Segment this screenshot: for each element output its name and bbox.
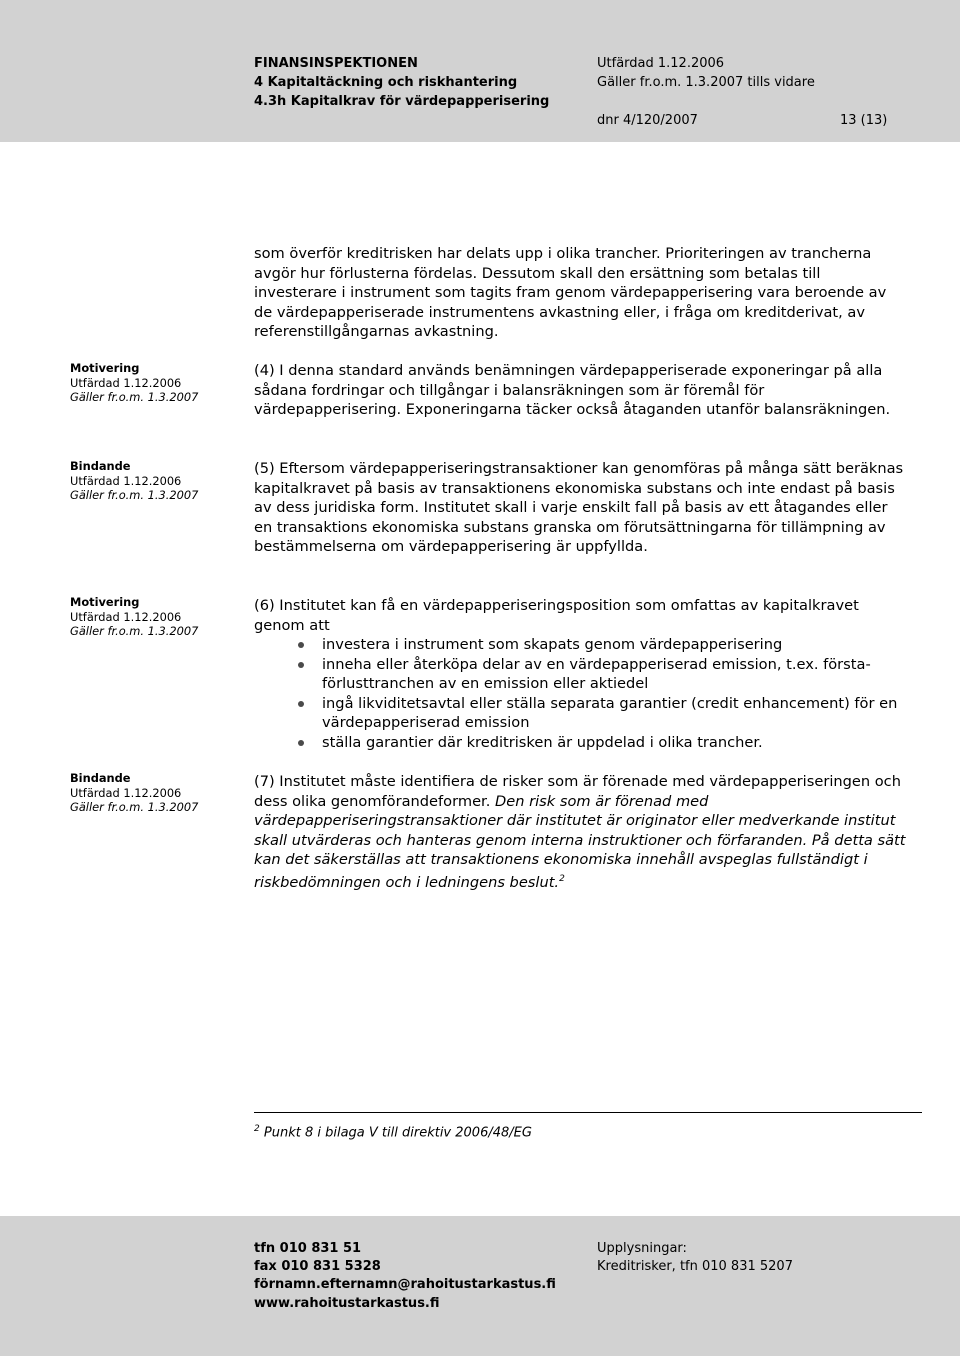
margin-note-valid: Gäller fr.o.m. 1.3.2007 bbox=[70, 800, 199, 814]
header-valid: Gäller fr.o.m. 1.3.2007 tills vidare bbox=[597, 75, 815, 90]
margin-note-motivering bbox=[70, 595, 210, 639]
margin-note-motivering bbox=[70, 361, 210, 405]
footer-email[interactable]: förnamn.efternamn@rahoitustarkastus.fi bbox=[254, 1277, 556, 1292]
list-item: ingå likviditetsavtal eller ställa separata garantier (credit enhancement) för en värdepapperiserad emission bbox=[254, 694, 906, 733]
footnote-text: Punkt 8 i bilaga V till direktiv 2006/48/EG bbox=[263, 1125, 532, 1141]
intro-paragraph: som överför kreditrisken har delats upp i olika trancher. Prioriteringen av trancherna avgör hur förlusterna fördelas. Dessutom skall den ersättning som betalas till investerare i instrument som tagits fram genom värdepapperisering vara beroende av de värdepapperiserade instrumentens avkastning eller, i fråga om kreditderivat, av referenstillgångarnas avkastning. bbox=[254, 245, 887, 340]
bullet-icon bbox=[298, 701, 304, 707]
list-item: inneha eller återköpa delar av en värdepapperiserad emission, t.ex. första-förlusttranchen av en emission eller aktiedel bbox=[254, 655, 906, 694]
margin-note-title: Motivering bbox=[70, 361, 140, 375]
margin-note-title: Motivering bbox=[70, 595, 140, 609]
header-chapter: 4 Kapitaltäckning och riskhantering bbox=[254, 75, 518, 90]
list-item: ställa garantier där kreditrisken är uppdelad i olika trancher. bbox=[254, 733, 906, 753]
footnote-number: 2 bbox=[254, 1124, 260, 1134]
paragraph-6-list bbox=[254, 635, 906, 752]
margin-note-bindande bbox=[70, 459, 210, 503]
header-page-number: 13 (13) bbox=[840, 113, 888, 128]
footer-info-contact: Kreditrisker, tfn 010 831 5207 bbox=[597, 1259, 793, 1274]
list-item: investera i instrument som skapats genom värdepapperisering bbox=[254, 635, 906, 655]
margin-note-valid: Gäller fr.o.m. 1.3.2007 bbox=[70, 624, 199, 638]
bullet-icon bbox=[298, 642, 304, 648]
header-issued: Utfärdad 1.12.2006 bbox=[597, 56, 725, 71]
footer-fax: fax 010 831 5328 bbox=[254, 1259, 381, 1274]
header-dnr: dnr 4/120/2007 bbox=[597, 113, 698, 128]
bullet-icon bbox=[298, 662, 304, 668]
margin-note-valid: Gäller fr.o.m. 1.3.2007 bbox=[70, 390, 199, 404]
margin-note-issued: Utfärdad 1.12.2006 bbox=[70, 473, 182, 488]
bullet-icon bbox=[298, 740, 304, 746]
footer-phone: tfn 010 831 51 bbox=[254, 1241, 362, 1256]
margin-note-issued: Utfärdad 1.12.2006 bbox=[70, 785, 182, 800]
footer-info-label: Upplysningar: bbox=[597, 1241, 687, 1256]
margin-note-issued: Utfärdad 1.12.2006 bbox=[70, 375, 182, 390]
page-header bbox=[0, 0, 960, 142]
paragraph-7-italic: Den risk som är förenad med värdepapperiseringstransaktioner där institutet är originator eller medverkande institut skall utvärderas och hanteras genom interna instruktioner och förfaranden. På detta sätt kan det säkerställas att transaktionens ekonomiska innehåll avspeglas fullständigt i riskbedömningen och i ledningens beslut. bbox=[254, 792, 906, 891]
paragraph-7 bbox=[254, 772, 906, 892]
footnote bbox=[254, 1124, 532, 1140]
paragraph-6 bbox=[254, 596, 906, 752]
paragraph-5: (5) Eftersom värdepapperiseringstransaktioner kan genomföras på många sätt beräknas kapitalkravet på basis av transaktionens ekonomiska substans och inte endast på basis av dess juridiska form. Institutet skall i varje enskilt fall på basis av ett åtagandes eller en transaktions ekonomiska substans granska om förutsättningarna för tillämpning av bestämmelserna om värdepapperisering är uppfyllda. bbox=[254, 460, 904, 555]
header-org: FINANSINSPEKTIONEN bbox=[254, 56, 418, 71]
header-section: 4.3h Kapitalkrav för värdepapperisering bbox=[254, 94, 550, 109]
paragraph-4: (4) I denna standard används benämningen värdepapperiserade exponeringar på alla sådana fordringar och tillgångar i balansräkningen som är föremål för värdepapperisering. Exponeringarna täcker också åtaganden utanför balansräkningen. bbox=[254, 362, 891, 418]
margin-note-bindande bbox=[70, 771, 210, 815]
paragraph-7-plain: (7) Institutet måste identifiera de risker som är förenade med värdepapperiseringen och dess olika genomförandeformer. bbox=[254, 773, 901, 810]
paragraph-6-intro: (6) Institutet kan få en värdepapperiseringsposition som omfattas av kapitalkravet genom att bbox=[254, 597, 859, 634]
margin-note-issued: Utfärdad 1.12.2006 bbox=[70, 609, 182, 624]
margin-note-valid: Gäller fr.o.m. 1.3.2007 bbox=[70, 488, 199, 502]
margin-note-title: Bindande bbox=[70, 771, 131, 785]
margin-note-title: Bindande bbox=[70, 459, 131, 473]
footnote-reference[interactable]: 2 bbox=[559, 873, 565, 884]
footnote-divider bbox=[254, 1112, 922, 1113]
footer-website[interactable]: www.rahoitustarkastus.fi bbox=[254, 1296, 440, 1311]
